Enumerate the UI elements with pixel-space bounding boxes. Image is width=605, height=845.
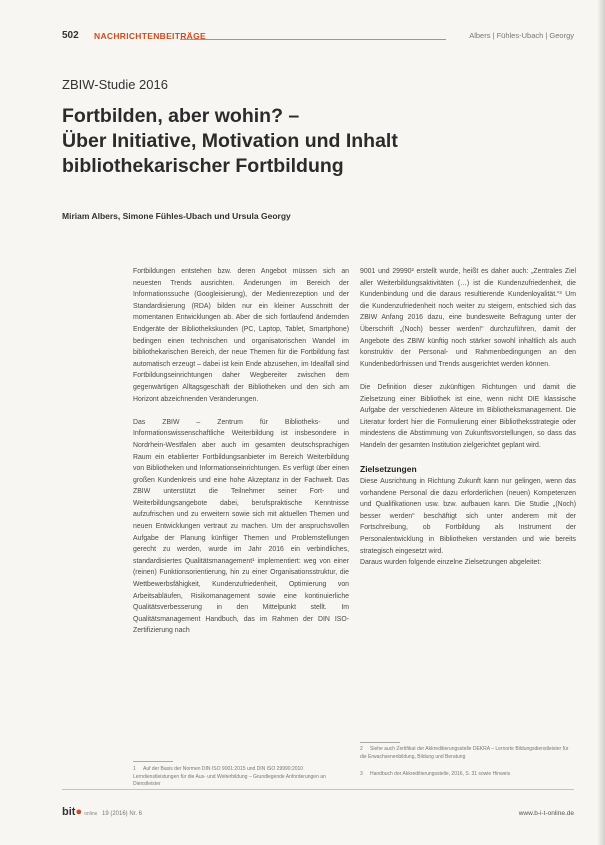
footnote-rule	[360, 742, 400, 743]
page-number: 502	[62, 30, 79, 41]
article-title	[62, 104, 522, 179]
footnote-text: Siehe auch Zertifikat der Akkreditierungsstelle DEKRA – Lernorte Bildungsdienstleister für die Erwachsenenbildung, Bildung und Beratung	[360, 746, 569, 760]
text-column-right	[360, 266, 576, 569]
footnote-number: 2	[360, 746, 363, 752]
footnote-text: Handbuch der Akkreditierungsstelle, 2016, S. 31 sowie Hinweis	[370, 771, 511, 777]
logo-suffix: online	[84, 811, 98, 817]
body-paragraph: Fortbildungen entstehen bzw. deren Angebot müssen sich an neuesten Trends ausrichten. Änderungen im Bereich der Informationssuche (Googleisierung), der Medienrezeption und der Standardisierung (RDA) bilden nur ein kleiner Ausschnitt der momentanen Entwicklungen ab. Aber die sich fortlaufend ändernden Endgeräte der Bibliothekskunden (PC, Laptop, Tablet, Smartphone) bedingen einen technischen und organisatorischen Wandel im bibliothekarischen Bereich, der neue Themen für die Fortbildung fast automatisch erzeugt – dabei ist kein Ende abzusehen, im Idealfall sind Fortbildungseinrichtungen daher Wegbereiter zwischen dem gegenwärtigen Alltagsgeschäft der Bibliotheken und den sich am Horizont abzeichnenden Veränderungen.	[133, 268, 349, 403]
section-subheading: Zielsetzungen	[360, 464, 417, 475]
footnote-number: 3	[360, 771, 363, 777]
body-paragraph: Das ZBIW – Zentrum für Bibliotheks- und Informationswissenschaftliche Weiterbildung ist insbesondere in Nordrhein-Westfalen aber auch im gesamten deutschsprachigen Raum ein etablierter Fortbildungsanbieter im Bereich Weiterbildung von Bibliotheken und Informationseinrichtungen. Es verfügt über einen großen Kundenkreis und eine hohe Akzeptanz in der Fachwelt. Das ZBIW unterstützt die Teilnehmer seiner Fort- und Weiterbildungsangebote dabei, berufspraktische Kenntnisse aufzufrischen und zu erweitern sowie sich mit aktuellen Themen und neuen Entwicklungen vertraut zu machen. Um der anspruchsvollen Aufgabe der Planung künftiger Themen und Problemstellungen gerecht zu werden, wurde im Jahr 2016 ein verbindliches, standardisiertes Qualitätsmanagement¹ implementiert: weg von einer (reinen) Funktionsorientierung, hin zu einer Organisationsstruktur, die Wettbewerbsfähigkeit, Kundenzufriedenheit, Optimierung von Arbeitsabläufen, Risikomanagement sowie eine kontinuierliche Qualitätsverbesserung in den Mittelpunkt stellt. Im Qualitätsmanagement Handbuch, das im Rahmen der DIN ISO-Zertifizierung nach	[133, 418, 349, 635]
body-paragraph: Daraus wurden folgende einzelne Zielsetzungen abgeleitet:	[360, 559, 542, 567]
page-edge-shadow	[597, 0, 605, 845]
title-line: Über Initiative, Motivation und Inhalt	[62, 130, 398, 152]
website-link[interactable]: www.b-i-t-online.de	[518, 810, 574, 817]
footnote	[360, 771, 570, 779]
running-header	[62, 30, 574, 44]
title-line: Fortbilden, aber wohin? –	[62, 105, 300, 127]
running-head-authors: Albers | Fühles-Ubach | Georgy	[469, 31, 574, 40]
article-kicker: ZBIW-Studie 2016	[62, 77, 168, 92]
body-paragraph: Die Definition dieser zukünftigen Richtungen und damit die Zielsetzung einer Bibliothek ist eine, wenn nicht DIE klassische Aufgabe der verschiedenen Akteure im Bibliotheksmanagement. Die Literatur fordert hier die Formulierung einer Bibliotheksstrategie oder mindestens die Abstimmung von Zukunftsvorstellungen, so dass das Handeln der gesamten Institution zielgerichtet geplant wird.	[360, 383, 576, 449]
footnote	[133, 766, 343, 789]
text-column-left	[133, 266, 349, 637]
footnote-text: Auf der Basis der Normen DIN ISO 9001:2015 und DIN ISO 29990:2010 Lerndienstleistungen für die Aus- und Weiterbildung – Grundlegende Anforderungen an Dienstleister	[133, 766, 326, 787]
logo-text: bit	[62, 806, 76, 818]
body-paragraph: Diese Ausrichtung in Richtung Zukunft kann nur gelingen, wenn das vorhandene Personal die dazu erforderlichen (neuen) Kompetenzen und Qualifikationen usw. bzw. aufbauen kann. Die Studie „(Noch) besser werden“ beschäftigt sich unter anderem mit der Fortschreibung, ob Fortbildung als Instrument der Personalentwicklung in Bibliotheken verstanden und wie bereits strategisch eingesetzt wird.	[360, 478, 576, 555]
footnote	[360, 746, 570, 761]
footer-rule	[62, 789, 574, 790]
article-authors: Miriam Albers, Simone Fühles-Ubach und Ursula Georgy	[62, 211, 291, 221]
footnote-rule	[133, 761, 173, 762]
bit-online-logo: bit● online	[62, 806, 98, 818]
section-label: NACHRICHTENBEITRÄGE	[94, 31, 206, 41]
header-rule	[180, 39, 446, 40]
body-paragraph: 9001 und 29990² erstellt wurde, heißt es daher auch: „Zentrales Ziel aller Weiterbildungsaktivitäten (…) ist die Kundenzufriedenheit, die Kundenbindung und die daraus resultierende Kundenloyalität.“³ Um die Kundenzufriedenheit noch weiter zu steigern, entschied sich das ZBIW Anfang 2016 dazu, eine bundesweite Befragung unter der Überschrift „(Noch) besser werden!“ durchzuführen, damit der Angebote des ZBIW künftig noch stärker sowohl inhaltlich als auch konstruktiv der Personal- und Rahmenbedingungen an den Kundenbedürfnissen und Trends ausgerichtet werden können.	[360, 268, 576, 368]
footnote-number: 1	[133, 766, 136, 772]
issue-info: 19 (2016) Nr. 6	[102, 811, 143, 817]
title-line: bibliothekarischer Fortbildung	[62, 155, 344, 177]
